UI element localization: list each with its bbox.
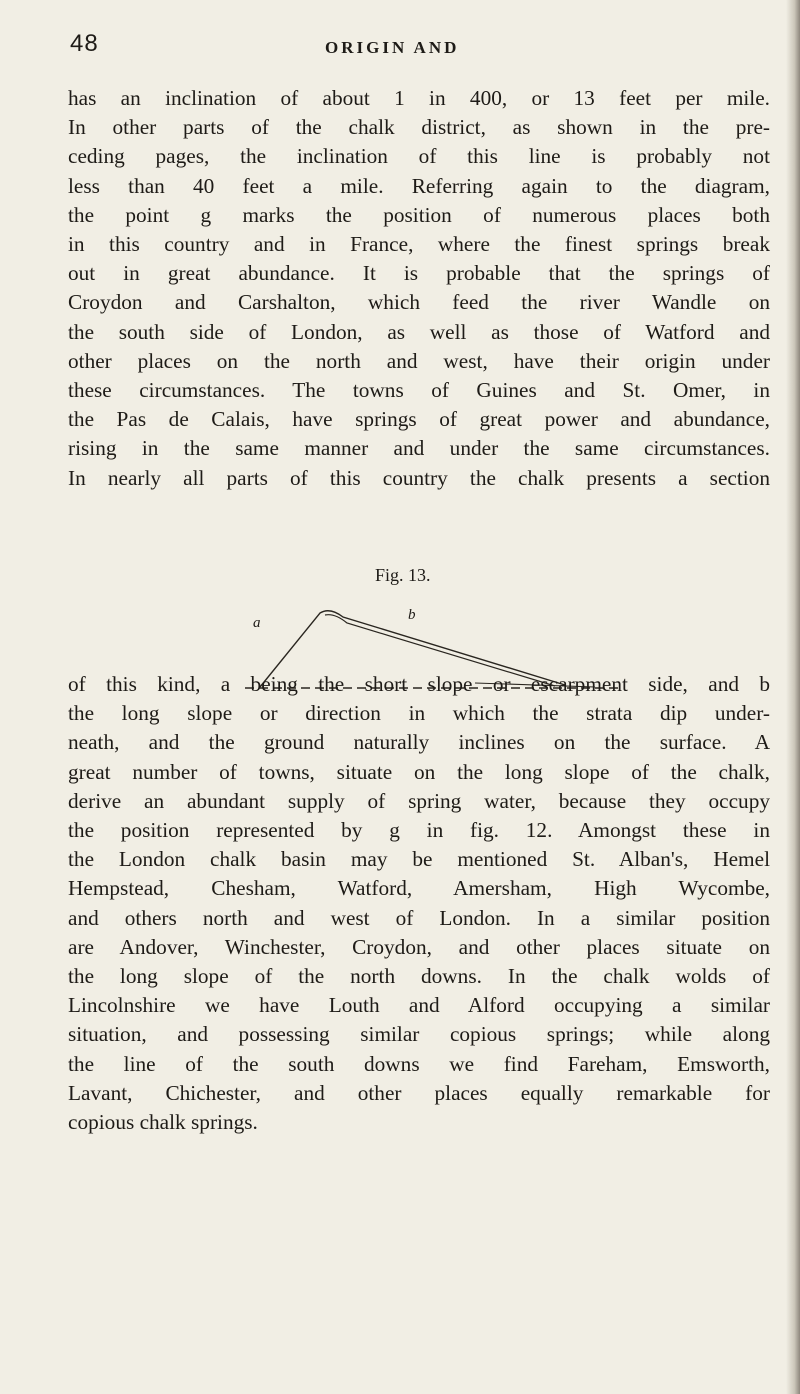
text-line: the long slope or direction in which the strata dip under- bbox=[68, 701, 770, 726]
text-line: rising in the same manner and under the same circumstances. bbox=[68, 436, 770, 461]
text-line: Hempstead, Chesham, Watford, Amersham, High Wycombe, bbox=[68, 876, 770, 901]
page-header bbox=[70, 30, 760, 70]
text-line: these circumstances. The towns of Guines and St. Omer, in bbox=[68, 378, 770, 403]
label-b: b bbox=[408, 607, 416, 623]
paragraph-1 bbox=[68, 84, 770, 493]
text-line: the Pas de Calais, have springs of great power and abundance, bbox=[68, 407, 770, 432]
paragraph-2 bbox=[68, 670, 770, 1137]
text-line: Croydon and Carshalton, which feed the river Wandle on bbox=[68, 290, 770, 315]
text-line: and others north and west of London. In a similar position bbox=[68, 905, 770, 930]
text-line: the long slope of the north downs. In the chalk wolds of bbox=[68, 964, 770, 989]
text-line: Lincolnshire we have Louth and Alford occupying a similar bbox=[68, 993, 770, 1018]
text-line: great number of towns, situate on the long slope of the chalk, bbox=[68, 759, 770, 784]
text-line: out in great abundance. It is probable that the springs of bbox=[68, 261, 770, 286]
text-line: the London chalk basin may be mentioned St. Alban's, Hemel bbox=[68, 847, 770, 872]
text-line: neath, and the ground naturally inclines on the surface. A bbox=[68, 730, 770, 755]
running-head: ORIGIN AND bbox=[325, 38, 460, 57]
label-a: a bbox=[253, 615, 261, 631]
text-line: less than 40 feet a mile. Referring again to the diagram, bbox=[68, 173, 770, 198]
page-edge-shadow bbox=[786, 0, 800, 1394]
text-line: in this country and in France, where the finest springs break bbox=[68, 232, 770, 257]
text-line: derive an abundant supply of spring water, because they occupy bbox=[68, 788, 770, 813]
page-number: 48 bbox=[70, 30, 99, 57]
text-line: ceding pages, the inclination of this line is probably not bbox=[68, 144, 770, 169]
text-line: the position represented by g in fig. 12. Amongst these in bbox=[68, 818, 770, 843]
text-line: of this kind, a being the short slope or escarpment side, and b bbox=[68, 672, 770, 696]
text-line: Lavant, Chichester, and other places equally remarkable for bbox=[68, 1080, 770, 1105]
text-line: copious chalk springs. bbox=[68, 1110, 258, 1135]
text-line: other places on the north and west, have their origin under bbox=[68, 348, 770, 373]
text-line: situation, and possessing similar copious springs; while along bbox=[68, 1022, 770, 1047]
text-line: has an inclination of about 1 in 400, or 13 feet per mile. bbox=[68, 86, 770, 110]
text-line: In other parts of the chalk district, as shown in the pre- bbox=[68, 115, 770, 140]
text-line: the point g marks the position of numerous places both bbox=[68, 202, 770, 227]
text-line: the south side of London, as well as those of Watford and bbox=[68, 319, 770, 344]
text-line: the line of the south downs we find Fareham, Emsworth, bbox=[68, 1051, 770, 1076]
figure-caption: Fig. 13. bbox=[375, 565, 431, 585]
text-line: In nearly all parts of this country the chalk presents a section bbox=[68, 465, 770, 490]
text-line: are Andover, Winchester, Croydon, and other places situate on bbox=[68, 934, 770, 959]
